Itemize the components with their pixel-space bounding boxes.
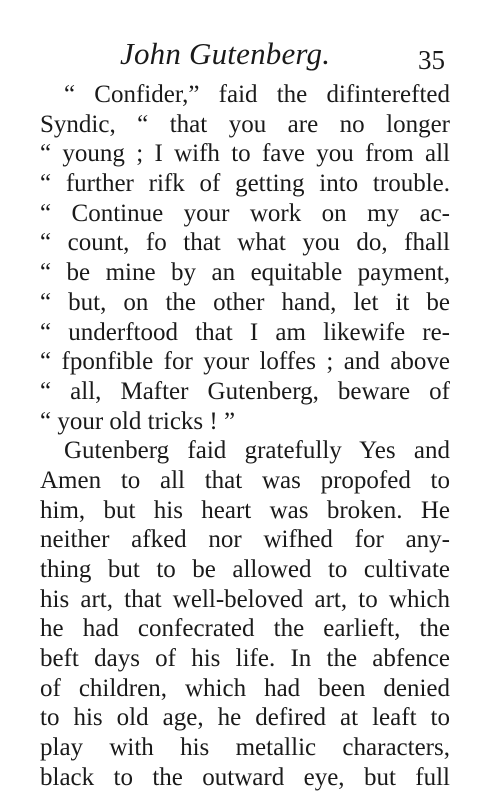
text-line: Gutenberg faid gratefully Yes and [64,437,450,465]
text-line: “ your old tricks ! ” [40,407,236,435]
page-header [0,34,491,78]
text-line: “ be mine by an equitable payment, [40,259,450,287]
text-line: “ Confider,” faid the difinterefted [64,81,450,108]
running-title: John Gutenberg. [120,36,331,71]
text-line: Syndic, “ that you are no longer [40,110,450,138]
text-line: “ all, Mafter Gutenberg, beware of [40,377,450,405]
text-line: “ count, fo that what you do, fhall [40,229,450,257]
text-line: his art, that well-beloved art, to which [40,585,450,613]
text-line: neither afked nor wifhed for any- [40,526,450,554]
text-line: “ but, on the other hand, let it be [40,288,450,316]
text-line: play with his metallic characters, [40,734,450,762]
body-text [40,80,450,793]
text-line: to his old age, he defired at leaft to [40,704,450,732]
text-line: thing but to be allowed to cultivate [40,556,450,583]
text-line: “ fponfible for your loffes ; and above [40,348,450,376]
text-line: “ further rifk of getting into trouble. [40,170,450,198]
text-line: of children, which had been denied [40,674,450,702]
text-line: “ underftood that I am likewife re- [40,318,450,346]
text-line: black to the outward eye, but full [40,763,450,791]
text-line: “ Continue your work on my ac- [40,199,450,227]
text-line: beft days of his life. In the abfence [40,645,450,673]
text-line: Amen to all that was propofed to [40,466,450,494]
text-line: he had confecrated the earlieft, the [40,615,450,643]
page-number: 35 [418,45,445,75]
text-line: “ young ; I wifh to fave you from all [40,140,450,168]
text-line: him, but his heart was broken. He [40,496,450,524]
